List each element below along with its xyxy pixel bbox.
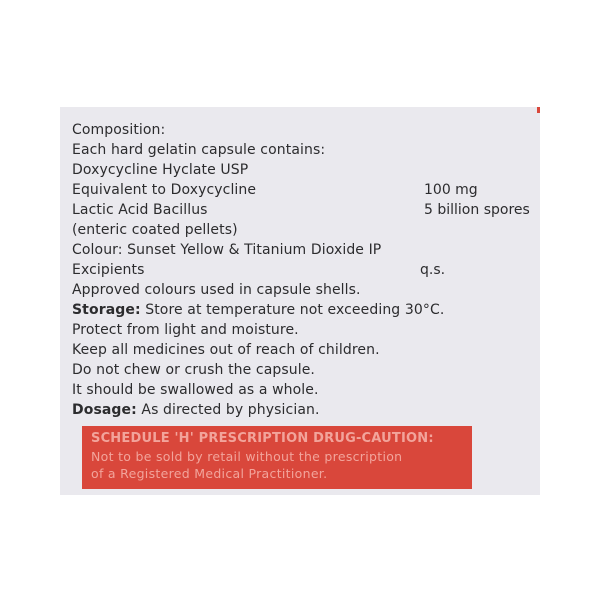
storage-statement [72, 300, 444, 320]
dosage-text: As directed by physician. [136, 402, 320, 418]
approved-colours-statement: Approved colours used in capsule shells. [72, 282, 361, 298]
dosage-label: Dosage: [72, 402, 137, 418]
keep-away-statement: Keep all medicines out of reach of children. [72, 342, 380, 358]
caution-line-1: Not to be sold by retail without the prescription [91, 449, 403, 464]
swallow-statement: It should be swallowed as a whole. [72, 382, 319, 398]
schedule-h-caution-box [82, 426, 472, 489]
dosage-statement [72, 400, 320, 420]
ingredient-lactic-acid-note: (enteric coated pellets) [72, 222, 238, 238]
composition-heading: Composition: [72, 122, 166, 138]
excipients-label: Excipients [72, 262, 145, 278]
caution-heading: SCHEDULE 'H' PRESCRIPTION DRUG-CAUTION: [91, 431, 434, 446]
no-chew-statement: Do not chew or crush the capsule. [72, 362, 315, 378]
ingredient-doxycycline-amount: 100 mg [424, 182, 478, 198]
storage-text: Store at temperature not exceeding 30°C. [140, 302, 445, 318]
caution-line-2: of a Registered Medical Practitioner. [91, 466, 328, 481]
medicine-carton-panel [60, 107, 540, 495]
ingredient-doxycycline-equivalent: Equivalent to Doxycycline [72, 182, 257, 198]
excipients-amount: q.s. [420, 262, 446, 278]
capsule-contains-text: Each hard gelatin capsule contains: [72, 142, 326, 158]
colour-statement: Colour: Sunset Yellow & Titanium Dioxide IP [72, 242, 382, 258]
protect-statement: Protect from light and moisture. [72, 322, 299, 338]
storage-label: Storage: [72, 302, 141, 318]
ingredient-lactic-acid-bacillus-amount: 5 billion spores [424, 202, 530, 218]
carton-edge-accent [537, 107, 540, 113]
ingredient-lactic-acid-bacillus: Lactic Acid Bacillus [72, 202, 208, 218]
ingredient-doxycycline: Doxycycline Hyclate USP [72, 162, 249, 178]
